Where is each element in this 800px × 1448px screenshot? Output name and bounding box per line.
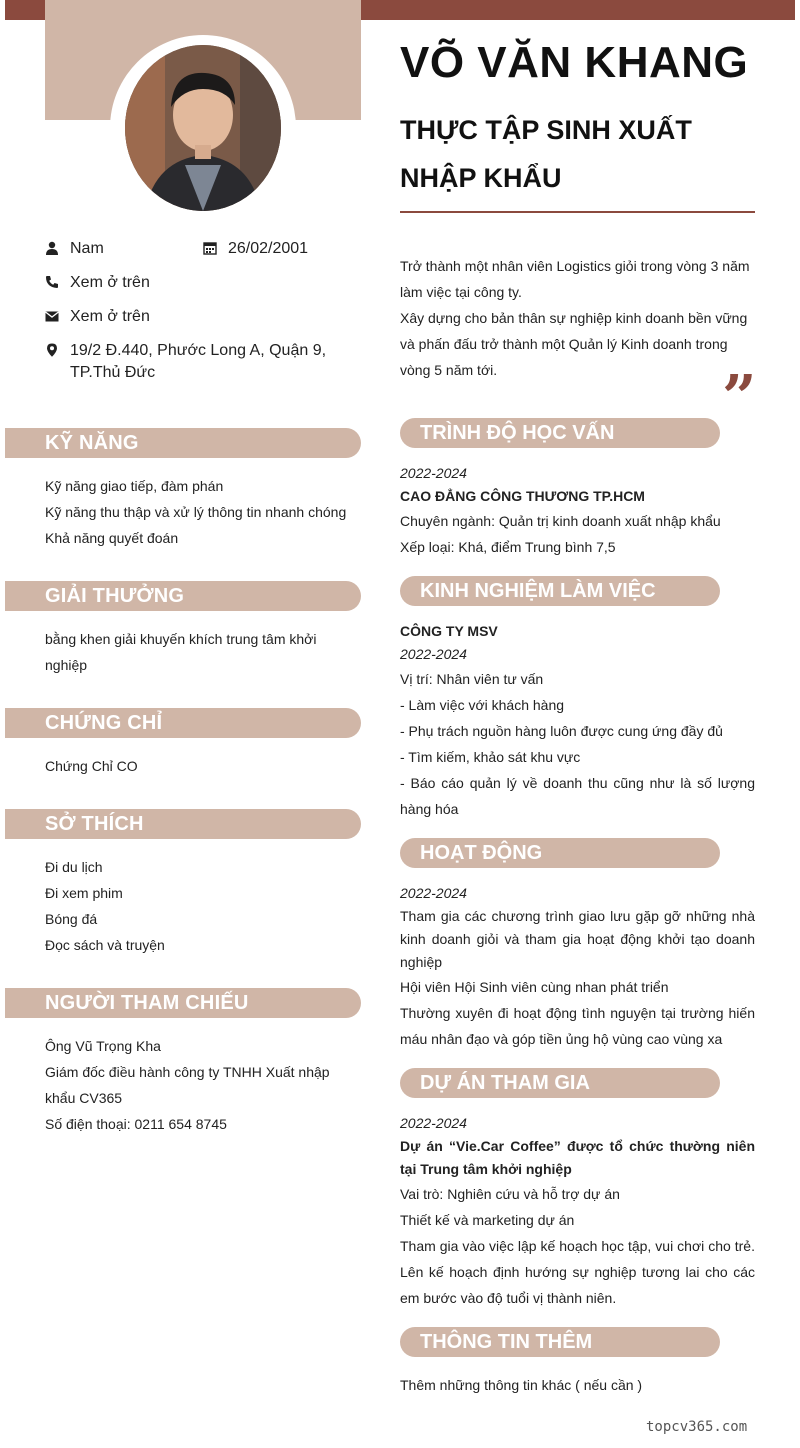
activities-date: 2022-2024 — [400, 885, 467, 901]
education-date: 2022-2024 — [400, 465, 467, 481]
school-name: CAO ĐẲNG CÔNG THƯƠNG TP.HCM — [400, 488, 645, 504]
company-name: CÔNG TY MSV — [400, 623, 498, 639]
mail-icon — [45, 309, 59, 325]
activities-block: 2022-2024 Tham gia các chương trình giao lưu gặp gỡ những nhà kinh doanh giỏi và tham gia hoạt động khởi tạo doanh nghiệp Hội viên Hội Sinh viên cùng nhan phát triển Thường xuyên đi hoạt động tình nguyện tại trường hiến máu nhân đạo và góp tiền ủng hộ vùng cao vùng xa — [400, 882, 755, 1052]
skills-list — [45, 473, 365, 551]
phone-text: Xem ở trên — [70, 274, 150, 291]
hobbies-section-header: SỞ THÍCH — [5, 809, 361, 839]
references-section-header: NGƯỜI THAM CHIẾU — [5, 988, 361, 1018]
hobbies-list — [45, 854, 365, 958]
job-title: THỰC TẬP SINH XUẤT NHẬP KHẨU — [400, 115, 692, 193]
list-item: Kỹ năng giao tiếp, đàm phán — [45, 478, 224, 494]
certificates-list — [45, 753, 365, 779]
education-block: 2022-2024 CAO ĐẲNG CÔNG THƯƠNG TP.HCM Chuyên ngành: Quản trị kinh doanh xuất nhập khẩu Xếp loại: Khá, điểm Trung bình 7,5 — [400, 462, 755, 560]
experience-date: 2022-2024 — [400, 646, 467, 662]
list-item: Chứng Chỉ CO — [45, 758, 138, 774]
experience-block: CÔNG TY MSV 2022-2024 Vị trí: Nhân viên tư vấn - Làm việc với khách hàng - Phụ trách nguồn hàng luôn được cung ứng đầy đủ - Tìm kiếm, khảo sát khu vực - Báo cáo quản lý về doanh thu cũng như là số lượng hàng hóa — [400, 620, 755, 822]
list-item: Đọc sách và truyện — [45, 937, 165, 953]
additional-block: Thêm những thông tin khác ( nếu cần ) — [400, 1377, 643, 1393]
footer-watermark: topcv365.com — [646, 1419, 748, 1435]
activities-section-header: HOẠT ĐỘNG — [400, 838, 720, 868]
certificates-section-header: CHỨNG CHỈ — [5, 708, 361, 738]
additional-section-header: THÔNG TIN THÊM — [400, 1327, 720, 1357]
email-text: Xem ở trên — [70, 308, 150, 325]
avatar — [125, 45, 281, 211]
list-item: bằng khen giải khuyến khích trung tâm khởi nghiệp — [45, 631, 317, 673]
person-icon — [45, 241, 59, 257]
quote-icon: ” — [722, 363, 757, 433]
education-section-header: TRÌNH ĐỘ HỌC VẤN — [400, 418, 720, 448]
candidate-name: VÕ VĂN KHANG — [400, 38, 749, 87]
list-item: Giám đốc điều hành công ty TNHH Xuất nhập khẩu CV365 — [45, 1064, 330, 1106]
list-item: Ông Vũ Trọng Kha — [45, 1038, 161, 1054]
list-item: Khả năng quyết đoán — [45, 530, 179, 546]
gender-text: Nam — [70, 240, 104, 257]
awards-section-header: GIẢI THƯỞNG — [5, 581, 361, 611]
list-item: Số điện thoại: 0211 654 8745 — [45, 1116, 227, 1132]
list-item: Đi du lịch — [45, 859, 103, 875]
career-objective: Trở thành một nhân viên Logistics giỏi trong vòng 3 năm làm việc tại công ty. Xây dựng cho bản thân sự nghiệp kinh doanh bền vững và phấn đấu trở thành một Quản lý Kinh doanh trong vòng 5 năm tới. — [400, 258, 750, 378]
experience-section-header: KINH NGHIỆM LÀM VIỆC — [400, 576, 720, 606]
projects-section-header: DỰ ÁN THAM GIA — [400, 1068, 720, 1098]
project-name: Dự án “Vie.Car Coffee” được tổ chức thường niên tại Trung tâm khởi nghiệp — [400, 1138, 755, 1177]
title-divider — [400, 211, 755, 213]
birthday-text: 26/02/2001 — [228, 240, 309, 257]
skills-section-header: KỸ NĂNG — [5, 428, 361, 458]
map-pin-icon — [45, 343, 59, 359]
list-item: Đi xem phim — [45, 885, 123, 901]
list-item: Bóng đá — [45, 911, 98, 927]
projects-block: 2022-2024 Dự án “Vie.Car Coffee” được tổ chức thường niên tại Trung tâm khởi nghiệp Vai trò: Nghiên cứu và hỗ trợ dự án Thiết kế và marketing dự án Tham gia vào việc lập kế hoạch học tập, vui chơi cho trẻ. Lên kế hoạch định hướng sự nghiệp tương lai cho các em bước vào độ tuổi vị thành niên. — [400, 1112, 755, 1311]
address-text: 19/2 Đ.440, Phước Long A, Quận 9, TP.Thủ Đức — [70, 342, 327, 381]
references-list — [45, 1033, 363, 1137]
awards-list — [45, 626, 335, 678]
calendar-icon — [203, 241, 217, 257]
projects-date: 2022-2024 — [400, 1115, 467, 1131]
list-item: Kỹ năng thu thập và xử lý thông tin nhanh chóng — [45, 504, 347, 520]
phone-icon — [45, 275, 59, 291]
